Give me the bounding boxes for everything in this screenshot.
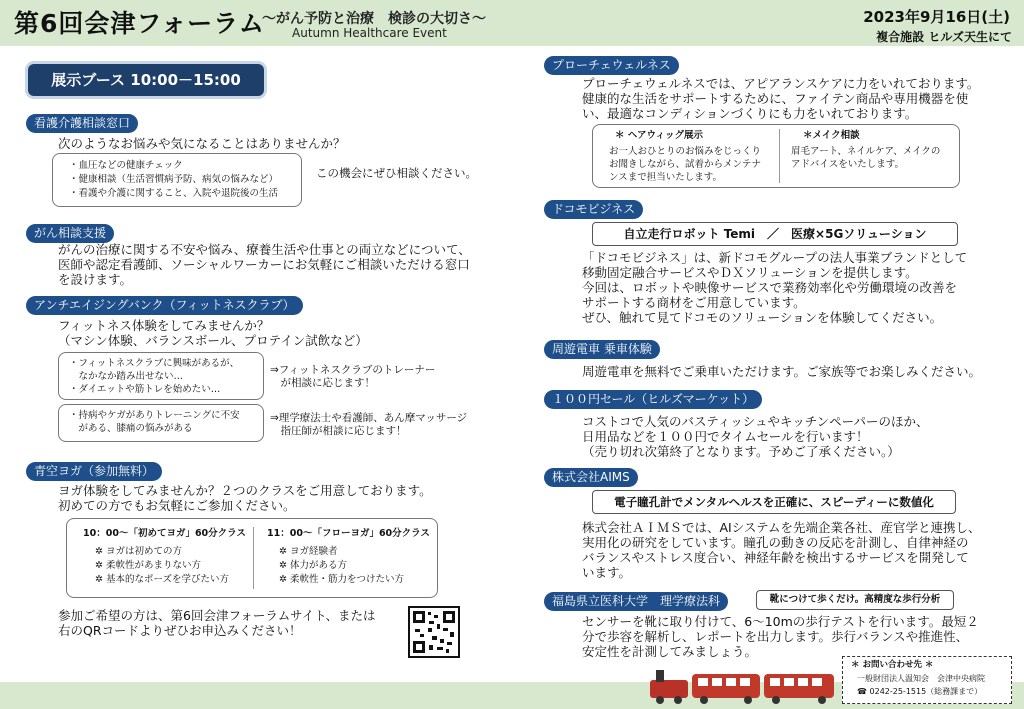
nursing-box	[52, 153, 302, 207]
qr-code-icon[interactable]	[408, 606, 460, 658]
yoga-apply: 右のQRコードよりぜひお申込みください！	[58, 623, 302, 638]
wig-line: ンスまで担当いたします。	[609, 172, 722, 183]
antiaging-arrow: ⇒フィットネスクラブのトレーナー	[270, 364, 436, 376]
docomo-line: 今回は、ロボットや映像サービスで業務効率化や労働環境の改善を	[582, 280, 958, 295]
wig-line: お聞きしながら、試着からメンテナ	[609, 159, 762, 170]
antiaging-arrow: ⇒理学療法士や看護師、あん摩マッサージ	[270, 412, 468, 424]
contact-box	[842, 656, 1012, 704]
nursing-intro: 次のようなお悩みや気になることはありませんか？	[58, 136, 346, 151]
tag-tram: 周遊電車 乗車体験	[544, 340, 660, 359]
fukushima-line: 安定性を計測してみましょう。	[582, 644, 758, 659]
contact-org: 一般財団法人温知会 会津中央病院	[857, 674, 985, 683]
docomo-headline: 自立走行ロボット Temi ／ 医療×5Gソリューション	[592, 222, 958, 246]
tag-docomo: ドコモビジネス	[544, 200, 643, 219]
nursing-note: この機会にぜひ相談ください。	[316, 166, 477, 180]
antiaging-box-line: ・ダイエットや筋トレを始めたい…	[69, 384, 221, 395]
yoga-apply: 参加ご希望の方は、第6回会津フォーラムサイト、または	[58, 608, 376, 623]
tag-sale: １００円セール（ヒルズマーケット）	[544, 390, 762, 409]
antiaging-arrow: 指圧師が相談に応じます！	[270, 425, 407, 437]
wig-line: お一人おひとりのお悩みをじっくり	[609, 146, 762, 157]
proache-divider	[779, 129, 780, 183]
antiaging-box-line: ・フィットネスクラブに興味があるが、	[69, 358, 240, 369]
aims-line: います。	[582, 565, 632, 580]
proache-line: プローチェウェルネスでは、アピアランスケアに力をいれております。	[582, 76, 980, 91]
wig-title: ＊ ヘアウィッグ展示	[615, 130, 703, 141]
makeup-title: ＊メイク相談	[803, 130, 860, 141]
tag-antiaging: アンチエイジングバンク（フィットネスクラブ）	[26, 296, 303, 315]
proache-line: 健康的な生活をサポートするために、ファイテン商品や専用機器を使	[582, 91, 969, 106]
yoga-class2-item: ✲ ヨガ経験者	[279, 546, 338, 557]
docomo-line: 「ドコモビジネス」は、新ドコモグループの法人事業ブランドとして	[582, 250, 968, 265]
yoga-class-box	[66, 518, 438, 598]
antiaging-arrow: が相談に応じます！	[270, 377, 375, 389]
yoga-class1-item: ✲ ヨガは初めての方	[95, 546, 182, 557]
proache-detail-box	[592, 124, 960, 188]
makeup-line: 眉毛アート、ネイルケア、メイクの	[791, 146, 941, 157]
aims-headline: 電子瞳孔計でメンタルヘルスを正確に、スピーディーに数値化	[592, 490, 956, 514]
antiaging-intro: （マシン体験、バランスボール、プロテイン試飲など）	[58, 333, 368, 348]
docomo-line: サポートする商材をご用意しています。	[582, 295, 806, 310]
sale-line: 日用品などを１００円でタイムセールを行います！	[582, 429, 869, 444]
page-title: 第6回会津フォーラム	[14, 9, 265, 38]
makeup-line: アドバイスをいたします。	[791, 159, 904, 170]
cancer-line: 医師や認定看護師、ソーシャルワーカーにお気軽にご相談いただける窓口	[58, 257, 470, 272]
tag-fukushima: 福島県立医科大学 理学療法科	[544, 592, 728, 611]
nursing-item: ・血圧などの健康チェック	[69, 160, 183, 171]
tag-cancer: がん相談支援	[26, 224, 114, 243]
antiaging-box-2	[58, 404, 264, 442]
page-subtitle-en: Autumn Healthcare Event	[292, 26, 447, 40]
nursing-item: ・看護や介護に関すること、入院や退院後の生活	[69, 188, 279, 199]
sale-line: コストコで人気のバスティッシュやキッチンペーパーのほか、	[582, 414, 929, 429]
cancer-line: がんの治療に関する不安や悩み、療養生活や仕事との両立などについて、	[58, 242, 471, 257]
fukushima-line: センサーを靴に取り付けて、6～10mの歩行テストを行います。最短２	[582, 614, 979, 629]
fukushima-line: 分で歩容を解析し、レポートを出力します。歩行バランスや推進性、	[582, 629, 969, 644]
yoga-line: 初めての方でもお気軽にご参加ください。	[58, 498, 296, 513]
docomo-line: ぜひ、触れて見てドコモのソリューションを体験してください。	[582, 310, 943, 325]
aims-line: 実用化の研究をしています。瞳孔の動きの反応を計測し、自律神経の	[582, 535, 969, 550]
aims-line: 株式会社ＡＩＭＳでは、AIシステムを先端企業各社、産官学と連携し、	[582, 520, 981, 535]
antiaging-box-line: なかなか踏み出せない…	[69, 371, 184, 382]
yoga-class2-item: ✲ 体力がある方	[279, 560, 347, 571]
nursing-item: ・健康相談（生活習慣病予防、病気の悩みなど）	[69, 174, 279, 185]
antiaging-intro: フィットネス体験をしてみませんか？	[58, 318, 270, 333]
cancer-line: を設けます。	[58, 272, 133, 287]
yoga-line: ヨガ体験をしてみませんか？２つのクラスをご用意しております。	[58, 483, 432, 498]
yoga-class1-item: ✲ 柔軟性があまりない方	[95, 560, 201, 571]
antiaging-box-line: がある、膝痛の悩みがある	[69, 423, 193, 434]
tag-proache: プローチェウェルネス	[544, 56, 679, 75]
sale-line: （売り切れ次第終了となります。予めご了承ください。）	[582, 444, 900, 459]
train-icon	[648, 666, 838, 704]
page-subtitle: ～がん予防と治療 検診の大切さ～	[262, 11, 486, 27]
yoga-class1-item: ✲ 基本的なポーズを学びたい方	[95, 574, 230, 585]
event-venue: 複合施設 ヒルズ天生にて	[876, 30, 1012, 44]
antiaging-box-line: ・持病やケガがありトレーニングに不安	[69, 410, 240, 421]
yoga-class2-item: ✲ 柔軟性・筋力をつけたい方	[279, 574, 404, 585]
tram-line: 周遊電車を無料でご乗車いただけます。ご家族等でお楽しみください。	[582, 364, 982, 379]
yoga-class2-title: 11：00～「フローヨガ」60分クラス	[267, 528, 430, 539]
proache-line: い、最適なコンディションづくりにも力をいれております。	[582, 106, 918, 121]
contact-phone: ☎ 0242-25-1515（総務課まで）	[857, 687, 983, 696]
antiaging-box-1	[58, 352, 264, 400]
fukushima-headline: 靴につけて歩くだけ。高精度な歩行分析	[756, 590, 954, 610]
yoga-class1-title: 10：00～「初めてヨガ」60分クラス	[83, 528, 246, 539]
tag-nursing: 看護介護相談窓口	[26, 114, 138, 133]
booth-hours-badge: 展示ブース 10:00－15:00	[28, 64, 264, 96]
tag-aims: 株式会社AIMS	[544, 468, 638, 487]
aims-line: バランスやストレス度合い、神経年齢を検出するサービスを開発して	[582, 550, 969, 565]
contact-title: ＊ お問い合わせ先 ＊	[851, 660, 934, 670]
tag-yoga: 青空ヨガ（参加無料）	[26, 462, 162, 481]
event-date: 2023年9月16日(土)	[863, 8, 1010, 26]
docomo-line: 移動固定融合サービスやＤＸソリューションを提供します。	[582, 265, 918, 280]
yoga-divider	[253, 527, 254, 589]
